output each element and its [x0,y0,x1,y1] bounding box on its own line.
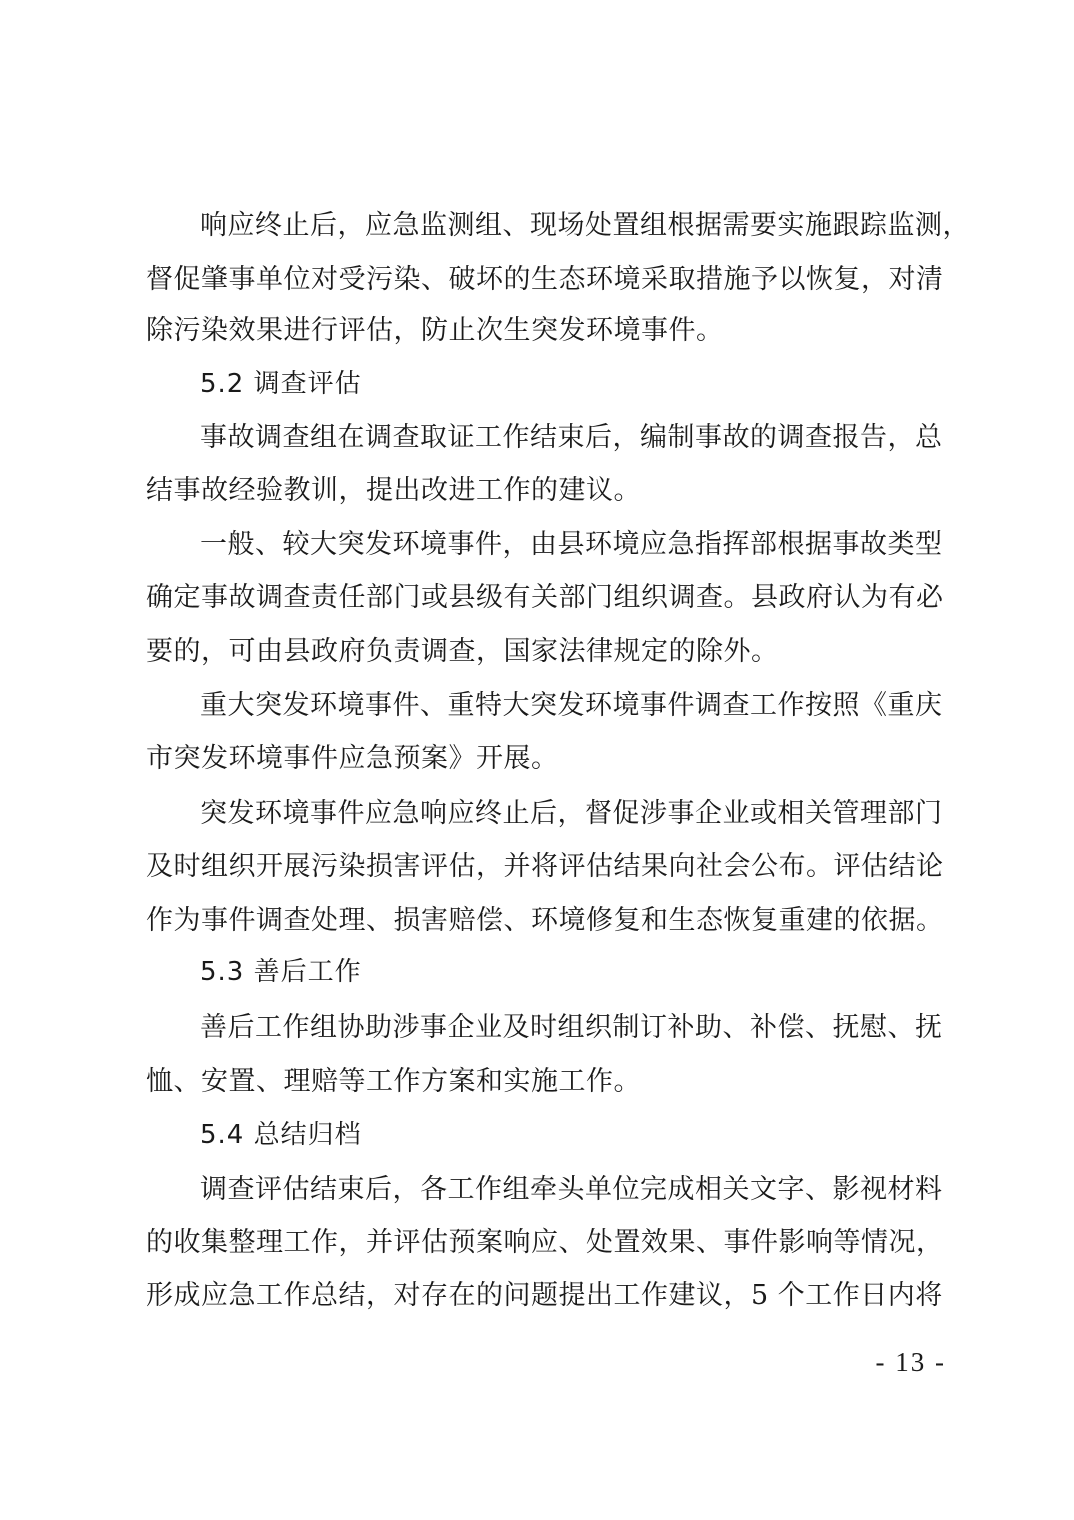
paragraph-line: 调查评估结束后，各工作组牵头单位完成相关文字、影视材料 [200,1174,943,1205]
section-heading-5-4: 5.4 总结归档 [200,1120,362,1150]
paragraph-line: 突发环境事件应急响应终止后，督促涉事企业或相关管理部门 [200,798,943,829]
paragraph-line: 结事故经验教训，提出改进工作的建议。 [146,475,641,506]
paragraph-line: 要的，可由县政府负责调查，国家法律规定的除外。 [146,636,779,667]
paragraph-line: 重大突发环境事件、重特大突发环境事件调查工作按照《重庆 [200,690,943,721]
paragraph-line: 确定事故调查责任部门或县级有关部门组织调查。县政府认为有必 [146,582,944,613]
paragraph-line: 的收集整理工作，并评估预案响应、处置效果、事件影响等情况， [146,1227,944,1258]
paragraph-line: 善后工作组协助涉事企业及时组织制订补助、补偿、抚慰、抚 [200,1012,943,1043]
paragraph-line: 市突发环境事件应急预案》开展。 [146,743,559,774]
paragraph-line: 事故调查组在调查取证工作结束后，编制事故的调查报告，总 [200,422,943,453]
paragraph-line: 督促肇事单位对受污染、破坏的生态环境采取措施予以恢复，对清 [146,264,944,295]
paragraph-line: 一般、较大突发环境事件，由县环境应急指挥部根据事故类型 [200,529,943,560]
section-heading-5-3: 5.3 善后工作 [200,957,362,987]
paragraph-line: 作为事件调查处理、损害赔偿、环境修复和生态恢复重建的依据。 [146,905,944,936]
section-heading-5-2: 5.2 调查评估 [200,369,362,399]
paragraph-line: 响应终止后，应急监测组、现场处置组根据需要实施跟踪监测， [200,210,970,241]
paragraph-line: 除污染效果进行评估，防止次生突发环境事件。 [146,315,724,346]
paragraph-line: 形成应急工作总结，对存在的问题提出工作建议，5 个工作日内将 [146,1280,943,1311]
paragraph-line: 及时组织开展污染损害评估，并将评估结果向社会公布。评估结论 [146,851,944,882]
paragraph-line: 恤、安置、理赔等工作方案和实施工作。 [146,1066,641,1097]
page-number: - 13 - [875,1347,946,1377]
